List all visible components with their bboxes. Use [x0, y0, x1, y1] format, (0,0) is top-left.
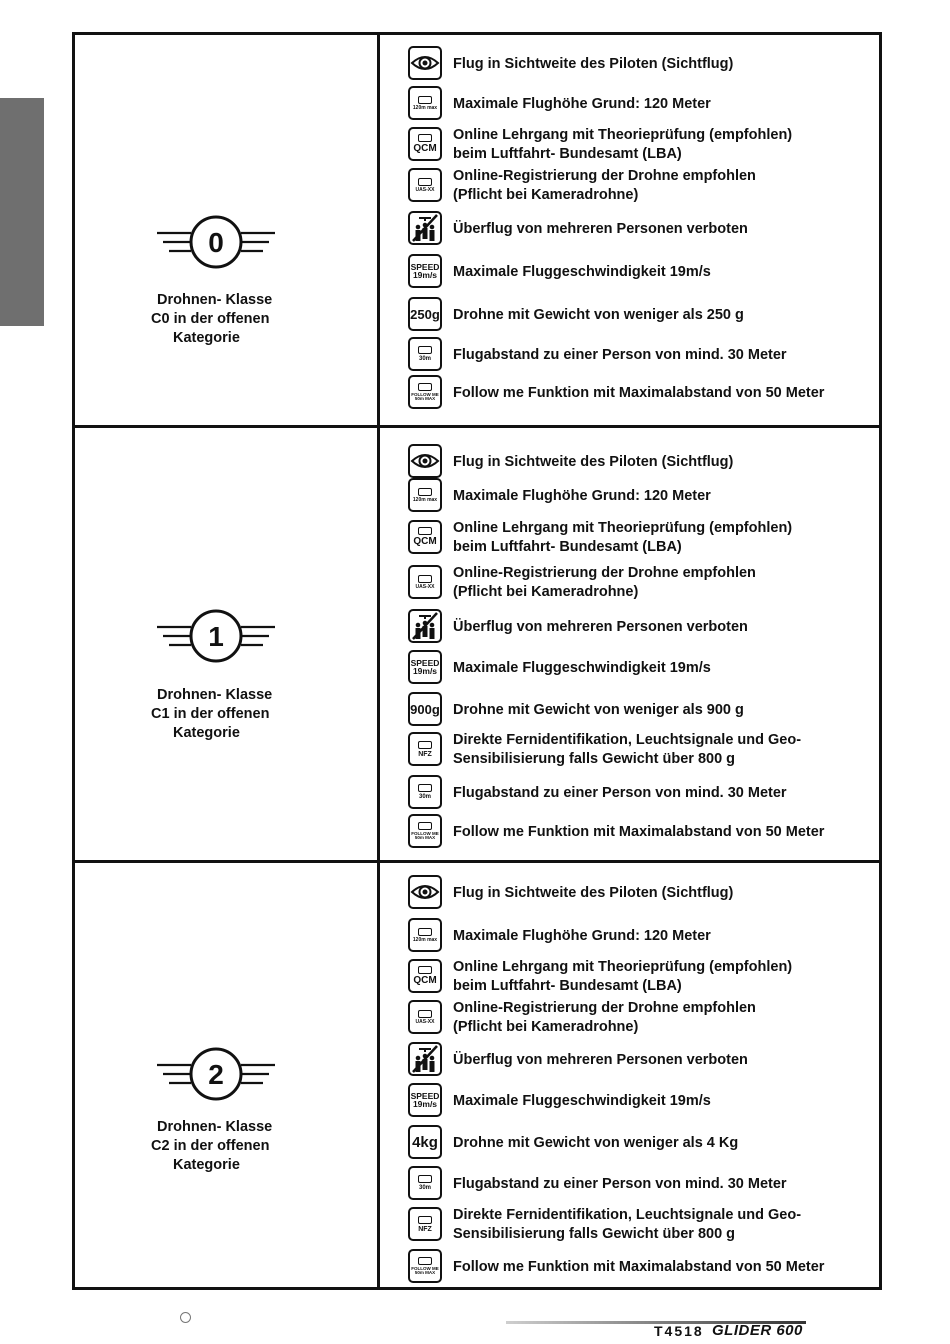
icon-label [410, 88, 440, 118]
rule-text-line: Flugabstand zu einer Person von mind. 30 Meter [453, 1175, 787, 1192]
distance-icon [408, 1166, 442, 1200]
rule-text-line: Drohne mit Gewicht von weniger als 900 g [453, 701, 744, 718]
class-caption-line: C0 in der offenen [151, 311, 270, 327]
rule-row [408, 1125, 878, 1161]
class-caption-line: Kategorie [173, 1157, 240, 1173]
rule-text [453, 814, 824, 850]
icon-label-line: 50m MAX [414, 396, 436, 401]
rule-text-line: (Pflicht bei Kameradrohne) [453, 584, 639, 600]
icon-pictogram [418, 488, 432, 496]
rule-text [453, 444, 733, 480]
icon-label [410, 170, 440, 200]
rule-text [453, 1000, 756, 1036]
rule-text-line: Online-Registrierung der Drohne empfohlen [453, 565, 756, 581]
rule-text-line: Flugabstand zu einer Person von mind. 30 Meter [453, 784, 787, 801]
rule-row [408, 297, 878, 333]
class-caption-line: Drohnen- Klasse [157, 687, 273, 703]
rule-row [408, 875, 878, 911]
icon-label-line: SPEED [410, 1090, 440, 1101]
rule-text [453, 375, 824, 411]
rule-text [453, 959, 792, 995]
rule-row [408, 46, 878, 82]
icon-label [410, 777, 440, 807]
class-caption-line: Drohnen- Klasse [157, 1119, 273, 1135]
eye-icon [408, 875, 442, 909]
qcm-book-icon [408, 127, 442, 161]
eye-icon [408, 444, 442, 478]
rule-text [453, 337, 787, 373]
weight-icon [408, 1125, 442, 1159]
class-badge [157, 211, 275, 273]
footer-model-number: T4518 [654, 1323, 704, 1339]
icon-label-line: 30m [418, 794, 431, 800]
speed-icon [408, 1083, 442, 1117]
icon-label-line: 19m/s [412, 666, 438, 676]
rule-row [408, 565, 878, 601]
class-caption-line: C2 in der offenen [151, 1138, 270, 1154]
icon-label-line: QCM [413, 536, 437, 547]
icon-pictogram [418, 178, 432, 186]
column-divider [377, 863, 380, 1287]
remote-id-icon [408, 1207, 442, 1241]
rule-row [408, 86, 878, 122]
footer-brand-name: GLIDER 600 [712, 1322, 803, 1339]
rule-text-line: Online Lehrgang mit Theorieprüfung (empfohlen) [453, 959, 793, 975]
icon-label-line: UAS-XX [415, 583, 435, 590]
follow-me-icon [408, 814, 442, 848]
rule-row [408, 478, 878, 514]
rule-text-line: Sensibilisierung falls Gewicht über 800 g [453, 1226, 736, 1242]
icon-label-line: QCM [413, 975, 437, 986]
rule-text [453, 297, 744, 333]
rule-text [453, 1083, 711, 1119]
eye-icon [408, 46, 442, 80]
rule-text-line: Online Lehrgang mit Theorieprüfung (empfohlen) [453, 520, 793, 536]
icon-pictogram [418, 575, 432, 583]
icon-label-line: 50m MAX [414, 835, 436, 840]
drone-class-section-c0 [75, 35, 879, 425]
icon-label-line: FOLLOW ME [411, 391, 439, 397]
icon-label-line: UAS-XX [415, 186, 435, 193]
rule-text-line: Online-Registrierung der Drohne empfohlen [453, 1000, 756, 1016]
icon-label [410, 522, 440, 552]
rule-row [408, 520, 878, 556]
rule-text [453, 520, 792, 556]
rule-row [408, 1249, 878, 1285]
column-divider [377, 428, 380, 860]
rule-text [453, 127, 792, 163]
rule-row [408, 1000, 878, 1036]
icon-label-line: 120m max [412, 496, 438, 503]
icon-label [410, 256, 440, 286]
class-number: 2 [208, 1059, 224, 1090]
icon-pictogram [418, 383, 432, 391]
no-overflight-icon [408, 1042, 442, 1076]
drone-class-section-c2 [75, 860, 879, 1287]
rule-text-line: Online-Registrierung der Drohne empfohlen [453, 168, 756, 184]
rule-text-line: (Pflicht bei Kameradrohne) [453, 187, 639, 203]
rule-text [453, 1166, 787, 1202]
icon-label-line: 120m max [412, 936, 438, 943]
icon-label-line: NFZ [418, 750, 432, 758]
rule-row [408, 650, 878, 686]
rule-text [453, 478, 711, 514]
rule-row [408, 1166, 878, 1202]
footer-register-mark [180, 1312, 191, 1323]
icon-label-line: UAS-XX [415, 1018, 435, 1025]
max-height-icon [408, 86, 442, 120]
rule-text [453, 775, 787, 811]
rule-text [453, 565, 756, 601]
icon-label-line: 250g [410, 306, 440, 322]
class-caption [151, 1118, 351, 1175]
drone-class-table [72, 32, 882, 1290]
rule-text [453, 918, 711, 954]
rule-text [453, 1125, 738, 1161]
follow-me-icon [408, 375, 442, 409]
rule-text [453, 254, 711, 290]
max-height-icon [408, 478, 442, 512]
class-badge [157, 605, 275, 667]
rule-text-line: Maximale Fluggeschwindigkeit 19m/s [453, 659, 711, 676]
rule-text [453, 875, 733, 911]
icon-label-line: 30m [418, 356, 431, 362]
max-height-icon [408, 918, 442, 952]
rule-text-line: Drohne mit Gewicht von weniger als 4 Kg [453, 1134, 739, 1151]
icon-pictogram [418, 822, 432, 830]
icon-pictogram [418, 784, 432, 792]
qcm-book-icon [408, 959, 442, 993]
qcm-book-icon [408, 520, 442, 554]
rule-row [408, 127, 878, 163]
rule-text-line: Überflug von mehreren Personen verboten [453, 220, 748, 237]
class-emblem-graphic [157, 211, 275, 273]
no-overflight-icon [408, 609, 442, 643]
class-emblem-graphic [157, 605, 275, 667]
icon-label-line: NFZ [418, 1225, 432, 1233]
icon-label-line: FOLLOW ME [411, 830, 439, 836]
rule-row [408, 211, 878, 247]
column-divider [377, 35, 380, 425]
rule-row [408, 254, 878, 290]
rule-text-line: Flugabstand zu einer Person von mind. 30 Meter [453, 346, 787, 363]
rule-text-line: beim Luftfahrt- Bundesamt (LBA) [453, 978, 682, 994]
icon-label [410, 920, 440, 950]
rule-text [453, 211, 748, 247]
class-emblem-graphic [157, 1043, 275, 1105]
rule-text [453, 86, 711, 122]
rule-text-line: Follow me Funktion mit Maximalabstand von 50 Meter [453, 384, 825, 401]
rule-text-line: Maximale Flughöhe Grund: 120 Meter [453, 487, 711, 504]
icon-label-line: 19m/s [412, 1099, 438, 1109]
rule-row [408, 375, 878, 411]
icon-label [410, 480, 440, 510]
icon-pictogram [418, 1257, 432, 1265]
remote-id-icon [408, 732, 442, 766]
rule-row [408, 1042, 878, 1078]
rule-text-line: Direkte Fernidentifikation, Leuchtsignale und Geo- [453, 1207, 802, 1223]
rule-row [408, 444, 878, 480]
rule-row [408, 959, 878, 995]
icon-pictogram [418, 134, 432, 142]
icon-label [410, 734, 440, 764]
icon-label [410, 339, 440, 369]
chapter-side-tab [0, 98, 44, 326]
icon-pictogram [418, 741, 432, 749]
icon-pictogram [418, 1175, 432, 1183]
class-number: 0 [208, 227, 224, 258]
rule-text-line: Online Lehrgang mit Theorieprüfung (empfohlen) [453, 127, 793, 143]
icon-label-line: SPEED [410, 657, 440, 668]
rule-text-line: Maximale Flughöhe Grund: 120 Meter [453, 927, 711, 944]
icon-label-line: 900g [410, 701, 440, 717]
rule-text-line: Follow me Funktion mit Maximalabstand von 50 Meter [453, 823, 825, 840]
icon-pictogram [418, 966, 432, 974]
rule-row [408, 1207, 878, 1243]
follow-me-icon [408, 1249, 442, 1283]
class-number: 1 [208, 621, 224, 652]
rule-text [453, 732, 801, 768]
rule-text [453, 609, 748, 645]
rule-text-line: Überflug von mehreren Personen verboten [453, 1051, 748, 1068]
rule-text-line: Überflug von mehreren Personen verboten [453, 618, 748, 635]
no-overflight-icon [408, 211, 442, 245]
icon-label-line: 120m max [412, 104, 438, 111]
icon-label [410, 816, 440, 846]
rule-text-line: Maximale Flughöhe Grund: 120 Meter [453, 95, 711, 112]
icon-pictogram [418, 527, 432, 535]
rule-row [408, 337, 878, 373]
rule-text-line: beim Luftfahrt- Bundesamt (LBA) [453, 539, 682, 555]
rule-row [408, 732, 878, 768]
rule-text [453, 1207, 801, 1243]
rule-row [408, 814, 878, 850]
rule-row [408, 1083, 878, 1119]
rule-text [453, 1042, 748, 1078]
icon-pictogram [418, 928, 432, 936]
icon-label-line: QCM [413, 143, 437, 154]
rule-text [453, 1249, 824, 1285]
rule-text-line: Maximale Fluggeschwindigkeit 19m/s [453, 263, 711, 280]
rule-row [408, 609, 878, 645]
rule-text-line: Maximale Fluggeschwindigkeit 19m/s [453, 1092, 711, 1109]
rule-text [453, 692, 744, 728]
class-caption-line: Kategorie [173, 330, 240, 346]
icon-label [410, 961, 440, 991]
speed-icon [408, 254, 442, 288]
class-badge [157, 1043, 275, 1105]
class-caption-line: Drohnen- Klasse [157, 292, 273, 308]
rule-row [408, 168, 878, 204]
icon-label [410, 1127, 440, 1157]
rule-text [453, 46, 733, 82]
rule-text-line: Flug in Sichtweite des Piloten (Sichtflug) [453, 884, 734, 901]
icon-label-line: 4kg [412, 1133, 438, 1151]
icon-label-line: FOLLOW ME [411, 1265, 439, 1271]
icon-pictogram [418, 1216, 432, 1224]
rule-row [408, 918, 878, 954]
rule-text-line: Flug in Sichtweite des Piloten (Sichtflug) [453, 453, 734, 470]
class-caption [151, 686, 351, 743]
icon-label [410, 1085, 440, 1115]
rule-text-line: Sensibilisierung falls Gewicht über 800 g [453, 751, 736, 767]
icon-label [410, 1002, 440, 1032]
rule-text-line: Follow me Funktion mit Maximalabstand von 50 Meter [453, 1258, 825, 1275]
icon-label [410, 299, 440, 329]
icon-pictogram [418, 1010, 432, 1018]
chapter-tab-dot [8, 326, 34, 341]
rule-text-line: Flug in Sichtweite des Piloten (Sichtflug) [453, 55, 734, 72]
class-caption [151, 291, 351, 348]
rule-text-line: Direkte Fernidentifikation, Leuchtsignale und Geo- [453, 732, 802, 748]
icon-label [410, 377, 440, 407]
registration-icon [408, 565, 442, 599]
icon-label [410, 1251, 440, 1281]
drone-class-section-c1 [75, 425, 879, 860]
rule-text-line: Drohne mit Gewicht von weniger als 250 g [453, 306, 744, 323]
icon-label-line: 19m/s [412, 270, 438, 280]
rule-row [408, 775, 878, 811]
icon-label [410, 694, 440, 724]
weight-icon [408, 297, 442, 331]
weight-icon [408, 692, 442, 726]
distance-icon [408, 337, 442, 371]
distance-icon [408, 775, 442, 809]
icon-label [410, 1168, 440, 1198]
icon-label [410, 1209, 440, 1239]
rule-text [453, 650, 711, 686]
icon-label [410, 652, 440, 682]
icon-label-line: 30m [418, 1185, 431, 1191]
icon-label [410, 567, 440, 597]
icon-pictogram [418, 346, 432, 354]
icon-label-line: SPEED [410, 261, 440, 272]
registration-icon [408, 1000, 442, 1034]
registration-icon [408, 168, 442, 202]
class-caption-line: Kategorie [173, 725, 240, 741]
class-caption-line: C1 in der offenen [151, 706, 270, 722]
icon-label [410, 129, 440, 159]
rule-row [408, 692, 878, 728]
rule-text-line: (Pflicht bei Kameradrohne) [453, 1019, 639, 1035]
speed-icon [408, 650, 442, 684]
rule-text-line: beim Luftfahrt- Bundesamt (LBA) [453, 146, 682, 162]
icon-pictogram [418, 96, 432, 104]
rule-text [453, 168, 756, 204]
icon-label-line: 50m MAX [414, 1270, 436, 1275]
